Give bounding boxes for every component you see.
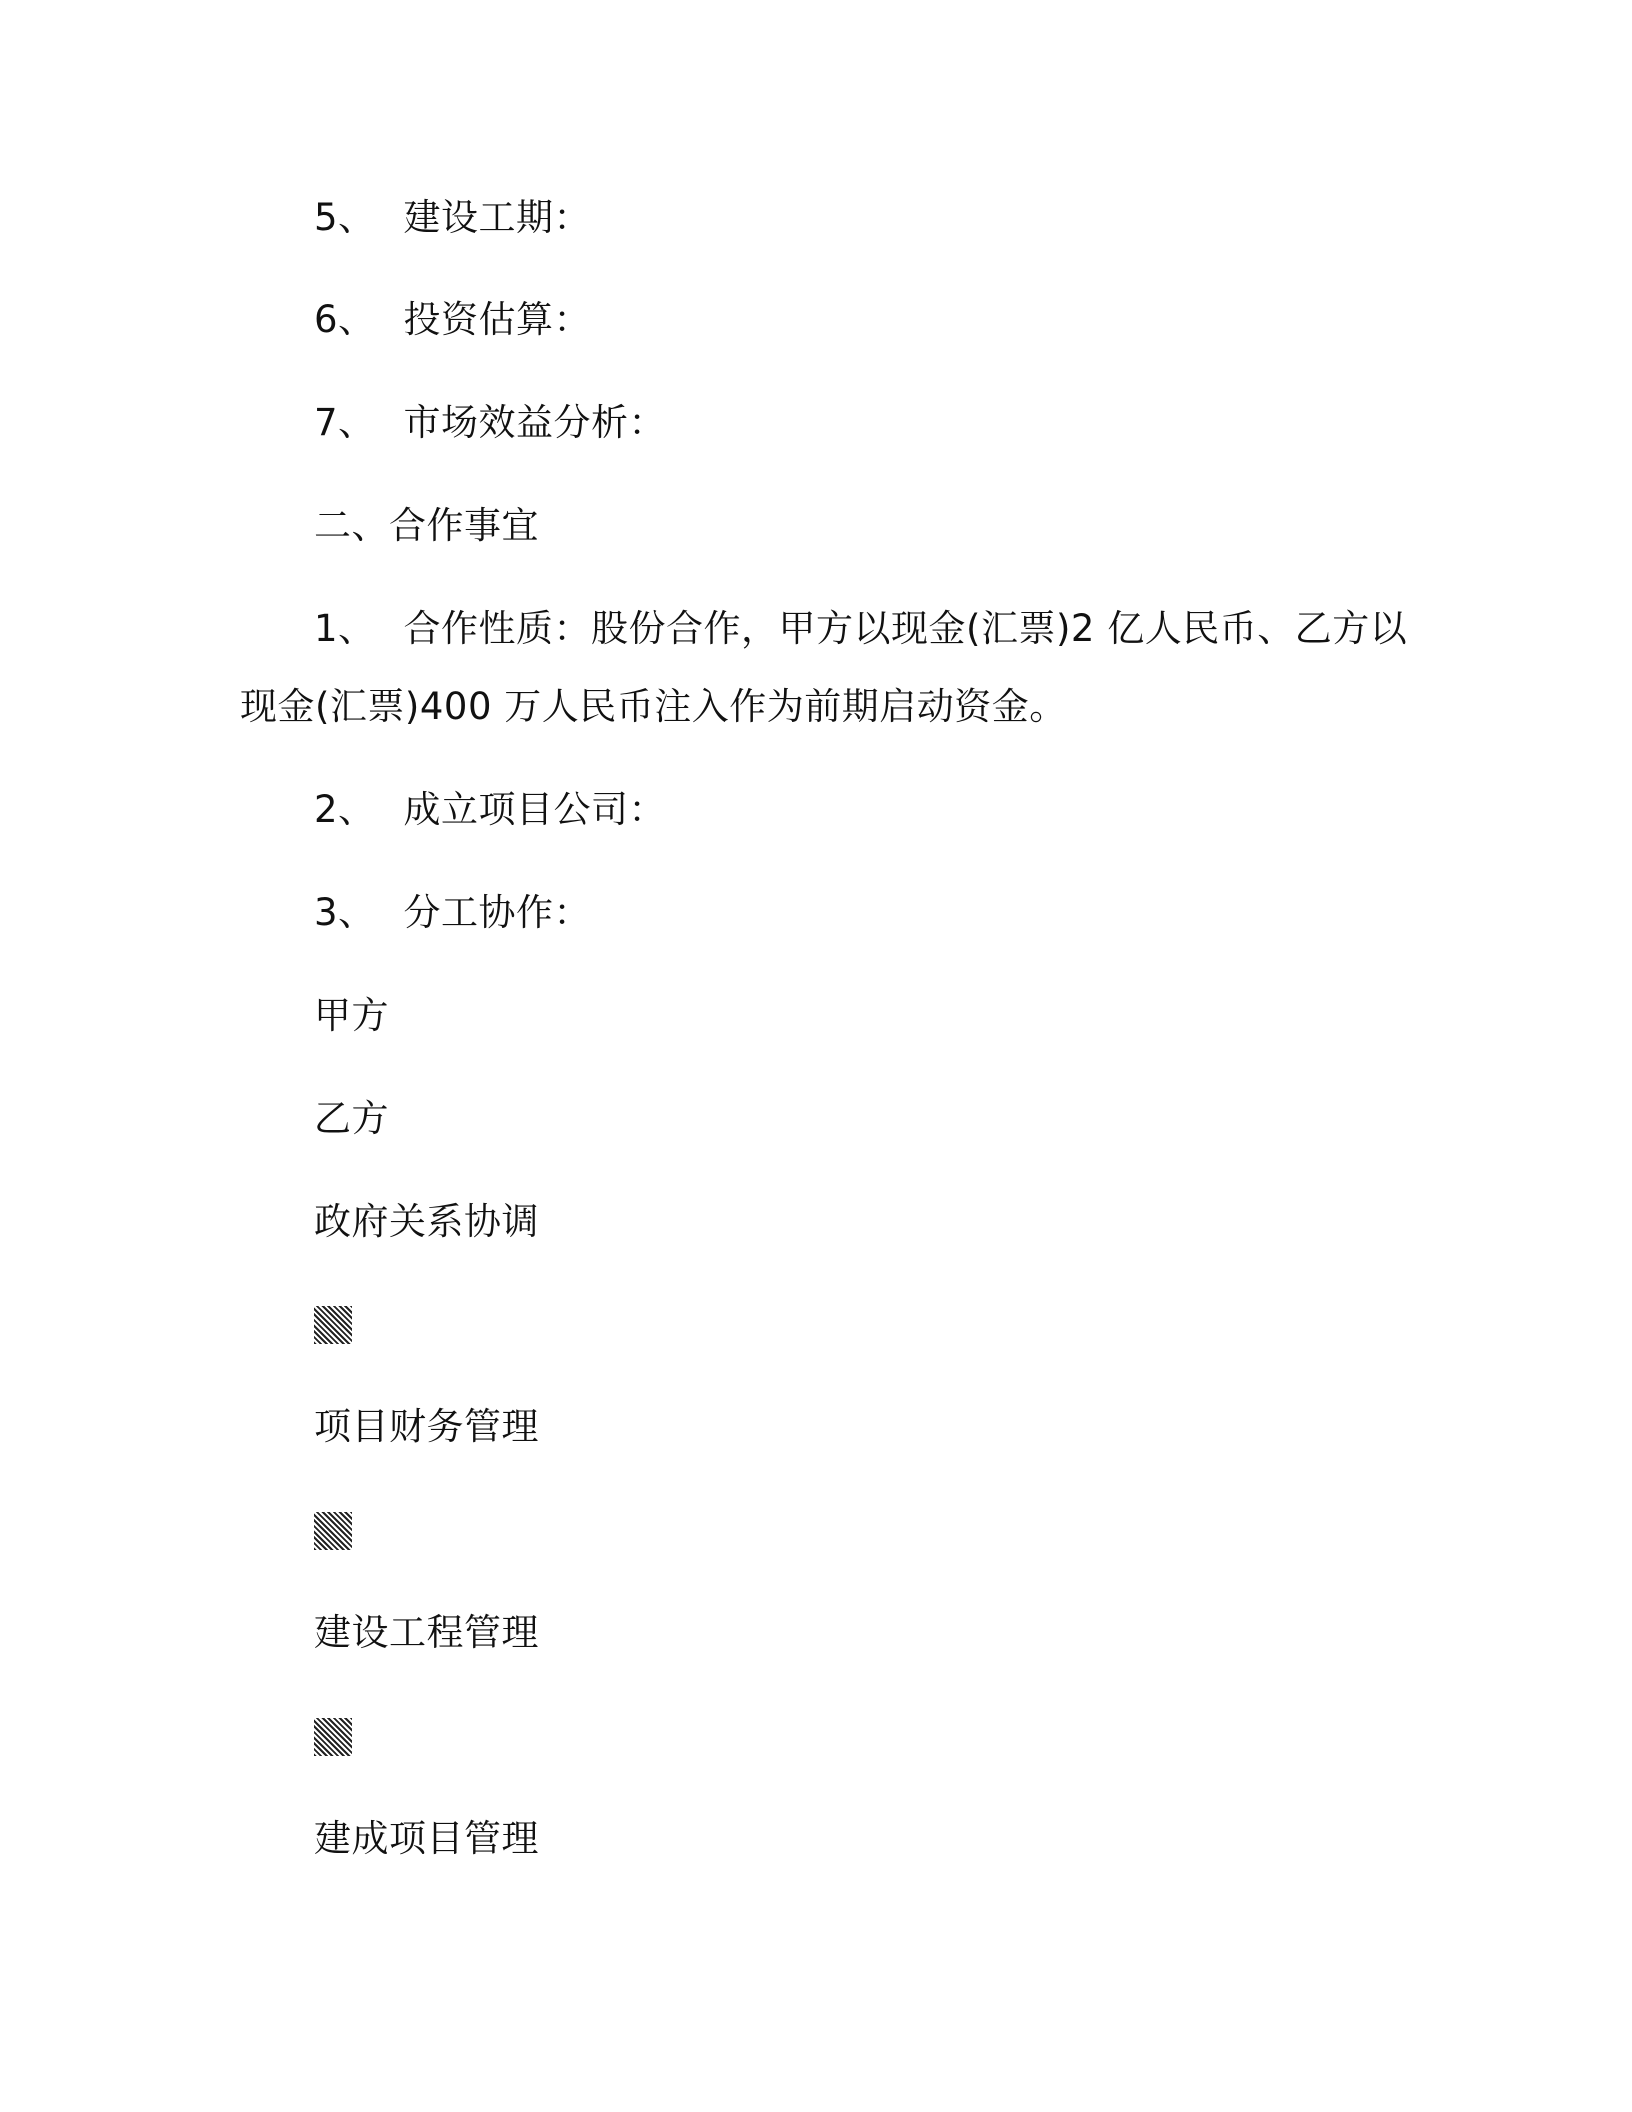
party-b-label: 乙方	[314, 1097, 389, 1140]
item-7-line	[314, 401, 666, 445]
item-7-text: 市场效益分析：	[403, 401, 667, 444]
item-2-number: 2、	[314, 788, 376, 831]
hatched-mark-icon	[314, 1512, 352, 1550]
hatched-mark-icon	[314, 1306, 352, 1344]
item-1-number: 1、	[314, 607, 376, 650]
section-heading-cooperation: 二、合作事宜	[314, 504, 539, 547]
item-7-number: 7、	[314, 401, 376, 444]
item-3-number: 3、	[314, 891, 376, 934]
item-3-line	[314, 891, 591, 935]
task-government-relations: 政府关系协调	[314, 1200, 539, 1243]
item-6-line	[314, 298, 591, 342]
item-6-number: 6、	[314, 298, 376, 341]
item-5-number: 5、	[314, 196, 376, 239]
item-5-text: 建设工期：	[403, 196, 592, 239]
item-1-continuation: 现金(汇票)400 万人民币注入作为前期启动资金。	[240, 685, 1067, 728]
item-1-text: 合作性质：股份合作，甲方以现金(汇票)2 亿人民币、乙方以	[403, 607, 1408, 650]
task-completed-project-management: 建成项目管理	[314, 1817, 539, 1860]
item-1-line	[314, 607, 1407, 651]
item-3-text: 分工协作：	[403, 891, 592, 934]
task-project-finance: 项目财务管理	[314, 1405, 539, 1448]
party-a-label: 甲方	[314, 994, 389, 1037]
item-5-line	[314, 196, 591, 240]
item-6-text: 投资估算：	[403, 298, 592, 341]
task-construction-management: 建设工程管理	[314, 1611, 539, 1654]
item-2-text: 成立项目公司：	[403, 788, 667, 831]
item-2-line	[314, 788, 666, 832]
hatched-mark-icon	[314, 1718, 352, 1756]
